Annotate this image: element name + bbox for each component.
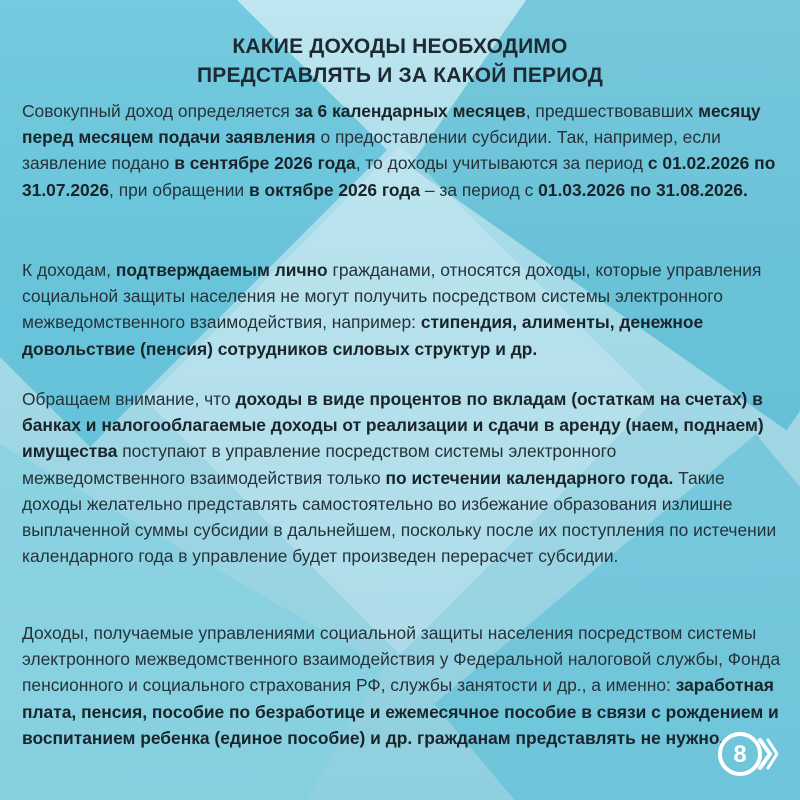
text-run: , предшествовавших bbox=[525, 101, 699, 121]
paragraph-personal-income bbox=[22, 257, 782, 362]
text-run: Такие доходы желательно представлять самостоятельно во избежание образования излишне выплаченной суммы субсидии в дальнейшем, поскольку после их поступления по истечении календарного года в управление будет произведен перерасчет субсидии. bbox=[22, 467, 777, 567]
paragraph-deposit-income bbox=[22, 386, 782, 569]
bold-run: за 6 календарных месяцев bbox=[294, 101, 526, 121]
paragraph-interagency-income bbox=[22, 620, 782, 751]
text-run: Обращаем внимание, что bbox=[22, 389, 236, 409]
paragraph-period bbox=[22, 98, 782, 203]
badge-label: 8 bbox=[733, 741, 747, 768]
bold-run: в сентябре 2026 года bbox=[174, 153, 356, 174]
text-run: поступают в управление посредством системы электронного межведомственного взаимодействия только bbox=[22, 441, 617, 488]
title-line-2: ПРЕДСТАВЛЯТЬ И ЗА КАКОЙ ПЕРИОД bbox=[197, 64, 603, 87]
text-run: , то доходы учитываются за период bbox=[355, 153, 648, 174]
text-run: – за период с bbox=[420, 179, 539, 200]
text-run: о предоставлении субсидии. Так, например, если заявление подано bbox=[22, 127, 721, 174]
text-run: Доходы, получаемые управлениями социальной защиты населения посредством системы электронного межведомственного взаимодействия у Федеральной налоговой службы, Фонда пенсионного и социального страхования РФ, службы занятости и др., а именно: bbox=[22, 623, 781, 696]
text-run: Совокупный доход определяется bbox=[22, 101, 295, 121]
bold-run: 01.03.2026 по 31.08.2026. bbox=[538, 179, 748, 200]
bold-run: заработная плата, пенсия, пособие по безработице и ежемесячное пособие в связи с рождением и воспитанием ребенка (единое пособие) и др. гражданам представлять не нужно. bbox=[22, 675, 779, 748]
text-run: гражданами, относятся доходы, которые управления социальной защиты населения не могут получить посредством системы электронного межведомственного взаимодействия, например: bbox=[22, 260, 762, 333]
bold-run: подтверждаемым лично bbox=[115, 260, 328, 280]
bold-run: стипендия, алименты, денежное довольствие (пенсия) сотрудников силовых структур и др. bbox=[22, 312, 704, 359]
bold-run: в октябре 2026 года bbox=[248, 179, 421, 200]
bold-run: доходы в виде процентов по вкладам (остаткам на счетах) в банках и налогооблагаемые доходы от реализации и сдачи в аренду (наем, поднаем) имущества bbox=[22, 389, 764, 462]
text-run: , при обращении bbox=[109, 179, 249, 200]
bold-run: с 01.02.2026 по 31.07.2026 bbox=[22, 153, 776, 200]
text-run: К доходам, bbox=[22, 260, 116, 280]
bold-run: по истечении календарного года. bbox=[385, 467, 674, 488]
bold-run: месяцу перед месяцем подачи заявления bbox=[22, 101, 761, 148]
title-line-1: КАКИЕ ДОХОДЫ НЕОБХОДИМО bbox=[232, 35, 568, 58]
channel-8-logo-icon bbox=[716, 728, 778, 780]
page-title bbox=[0, 32, 800, 90]
